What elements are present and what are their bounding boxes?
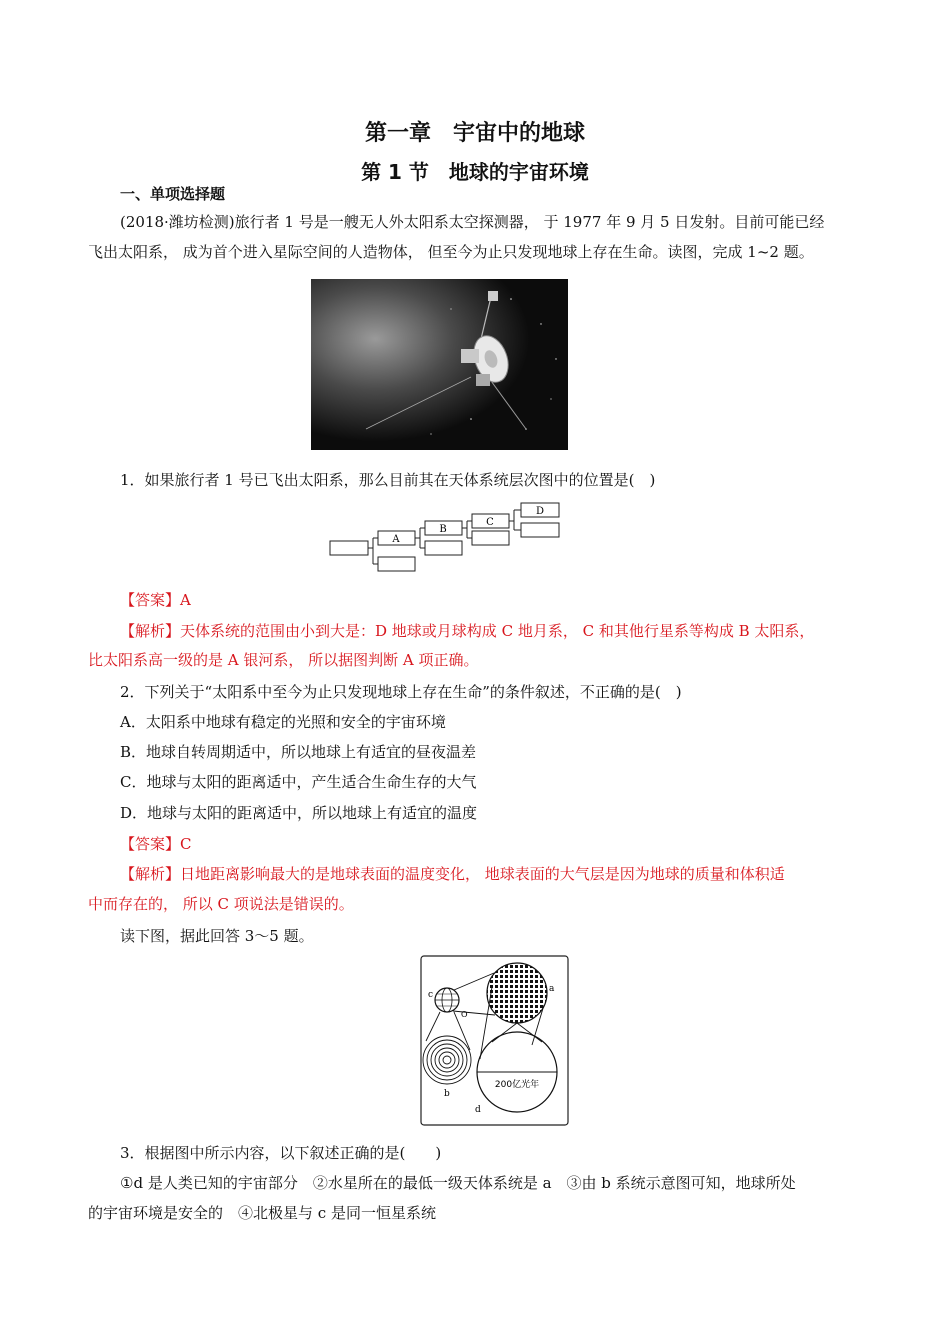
q1-answer-value: A xyxy=(180,591,191,609)
q2-answer-value: C xyxy=(180,835,192,853)
q2-analysis-text: 日地距离影响最大的是地球表面的温度变化， 地球表面的大气层是因为地球的质量和体积适 xyxy=(180,865,785,883)
figure-label-d: d xyxy=(475,1105,481,1115)
intro-line-1: (2018·潍坊检测)旅行者 1 号是一艘无人外太阳系太空探测器， 于 1977 年 9 月 5 日发射。目前可能已经 xyxy=(120,213,825,231)
figure-label-o: O xyxy=(461,1010,468,1019)
q2-option-d: D．地球与太阳的距离适中，所以地球上有适宜的温度 xyxy=(120,804,478,822)
q2-option-a: A．太阳系中地球有稳定的光照和安全的宇宙环境 xyxy=(120,713,446,731)
section-heading: 一、单项选择题 xyxy=(120,185,226,203)
diagram-label-a: A xyxy=(392,534,400,545)
q2-analysis-line-1 xyxy=(120,864,785,884)
hierarchy-lines xyxy=(328,500,564,574)
q1-stem: 1．如果旅行者 1 号已飞出太阳系，那么目前其在天体系统层次图中的位置是( ) xyxy=(120,471,656,489)
figure-label-b: b xyxy=(444,1089,450,1099)
figure-label-a: a xyxy=(549,984,555,994)
diagram-label-c: C xyxy=(486,517,494,528)
q2-analysis-tag: 【解析】 xyxy=(120,865,181,883)
q3-line-2: 的宇宙环境是安全的 ④北极星与 c 是同一恒星系统 xyxy=(88,1204,436,1222)
cosmic-systems-figure xyxy=(420,955,570,1127)
q2-option-b: B．地球自转周期适中，所以地球上有适宜的昼夜温差 xyxy=(120,743,477,761)
q1-answer xyxy=(120,590,191,610)
q1-analysis-line-1 xyxy=(120,621,814,641)
figure-label-c: c xyxy=(428,990,434,1000)
cosmic-systems-drawing xyxy=(420,955,570,1127)
diagram-label-d: D xyxy=(535,506,545,517)
voyager-image xyxy=(311,279,568,450)
q2-answer xyxy=(120,834,192,854)
q2-answer-tag: 【答案】 xyxy=(120,835,181,853)
diagram-label-b: B xyxy=(439,524,447,535)
q1-analysis-line-2: 比太阳系高一级的是 A 银河系， 所以据图判断 A 项正确。 xyxy=(88,651,479,669)
voyager-photo xyxy=(311,279,568,450)
q1-analysis-tag: 【解析】 xyxy=(120,622,181,640)
q2-stem: 2．下列关于“太阳系中至今为止只发现地球上存在生命”的条件叙述，不正确的是( ) xyxy=(120,683,682,701)
figure-distance-label: 200亿光年 xyxy=(494,1080,540,1090)
chapter-title: 第一章 宇宙中的地球 xyxy=(364,121,585,146)
q2-analysis-line-2: 中而存在的， 所以 C 项说法是错误的。 xyxy=(88,895,354,913)
q3-stem: 3．根据图中所示内容，以下叙述正确的是( ) xyxy=(120,1144,442,1162)
q3-line-1: ①d 是人类已知的宇宙部分 ②水星所在的最低一级天体系统是 a ③由 b 系统示意图可知，地球所处 xyxy=(120,1174,796,1192)
q1-answer-tag: 【答案】 xyxy=(120,591,181,609)
q1-analysis-text: 天体系统的范围由小到大是：D 地球或月球构成 C 地月系， C 和其他行星系等构成 B 太阳系， xyxy=(180,622,815,640)
intro-line-2: 飞出太阳系， 成为首个进入星际空间的人造物体， 但至今为止只发现地球上存在生命。读图，完成 1~2 题。 xyxy=(88,243,814,261)
section-title: 第 1 节 地球的宇宙环境 xyxy=(361,160,589,184)
read-prompt: 读下图，据此回答 3～5 题。 xyxy=(120,927,314,945)
hierarchy-diagram xyxy=(328,500,564,574)
q2-option-c: C．地球与太阳的距离适中，产生适合生命生存的大气 xyxy=(120,773,477,791)
